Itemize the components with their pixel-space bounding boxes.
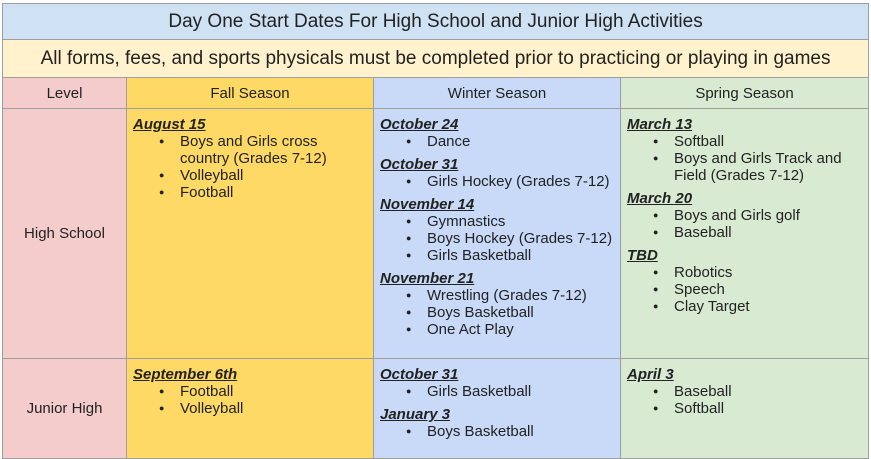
activity-item: ● Boys Basketball [380,304,614,321]
activity-item: ● Girls Basketball [380,383,614,400]
activity-list [380,423,614,440]
activity-item: ● Softball [627,400,862,417]
activity-list [627,264,862,315]
table-title: Day One Start Dates For High School and Junior High Activities [3,4,869,40]
header-winter-season: Winter Season [374,78,621,109]
date-group [380,366,614,400]
activity-item: ● Robotics [627,264,862,281]
date-group [627,190,862,241]
activities-schedule-table [2,3,869,459]
activity-item: ● Boys and Girls cross country (Grades 7-12) [133,133,367,167]
activity-list [380,133,614,150]
activity-item: ● Football [133,383,367,400]
activity-item: ● Boys Basketball [380,423,614,440]
start-date: November 21 [380,270,475,287]
activity-item: ● Volleyball [133,167,367,184]
activity-item: ● Baseball [627,224,862,241]
activity-item: ● Boys Hockey (Grades 7-12) [380,230,614,247]
activity-list [380,213,614,264]
junior-high-winter-cell [374,359,621,459]
header-spring-season: Spring Season [621,78,869,109]
start-date: TBD [627,247,658,264]
activity-item: ● Boys and Girls Track and Field (Grades 7-12) [627,150,862,184]
activity-item: ● Baseball [627,383,862,400]
level-high-school: High School [3,109,127,359]
start-date: November 14 [380,196,475,213]
activity-item: ● Gymnastics [380,213,614,230]
date-group [627,366,862,417]
date-group [380,196,614,264]
activity-item: ● Wrestling (Grades 7-12) [380,287,614,304]
activity-item: ● Dance [380,133,614,150]
header-fall-season: Fall Season [127,78,374,109]
date-group [627,247,862,315]
table-row-junior-high [3,359,869,459]
activity-item: ● One Act Play [380,321,614,338]
start-date: October 24 [380,116,459,133]
date-group [627,116,862,184]
date-group [380,156,614,190]
activity-item: ● Softball [627,133,862,150]
high-school-winter-cell [374,109,621,359]
activity-list [627,133,862,184]
start-date: October 31 [380,156,459,173]
date-group [133,366,367,417]
date-group [380,406,614,440]
table-row-high-school [3,109,869,359]
date-group [380,116,614,150]
start-date: March 13 [627,116,693,133]
activity-item: ● Clay Target [627,298,862,315]
activity-item: ● Girls Basketball [380,247,614,264]
activity-list [133,383,367,417]
activity-item: ● Volleyball [133,400,367,417]
activity-list [627,383,862,417]
start-date: January 3 [380,406,451,423]
activity-item: ● Girls Hockey (Grades 7-12) [380,173,614,190]
junior-high-spring-cell [621,359,869,459]
date-group [380,270,614,338]
activity-list [380,173,614,190]
high-school-fall-cell [127,109,374,359]
requirements-notice: All forms, fees, and sports physicals must be completed prior to practicing or playing in games [3,40,869,78]
activity-list [133,133,367,201]
activity-item: ● Speech [627,281,862,298]
activity-item: ● Boys and Girls golf [627,207,862,224]
activity-item: ● Football [133,184,367,201]
activity-list [380,287,614,338]
date-group [133,116,367,201]
start-date: September 6th [133,366,238,383]
start-date: October 31 [380,366,459,383]
level-junior-high: Junior High [3,359,127,459]
activity-list [627,207,862,241]
high-school-spring-cell [621,109,869,359]
header-level: Level [3,78,127,109]
junior-high-fall-cell [127,359,374,459]
start-date: April 3 [627,366,674,383]
start-date: August 15 [133,116,206,133]
activity-list [380,383,614,400]
start-date: March 20 [627,190,693,207]
